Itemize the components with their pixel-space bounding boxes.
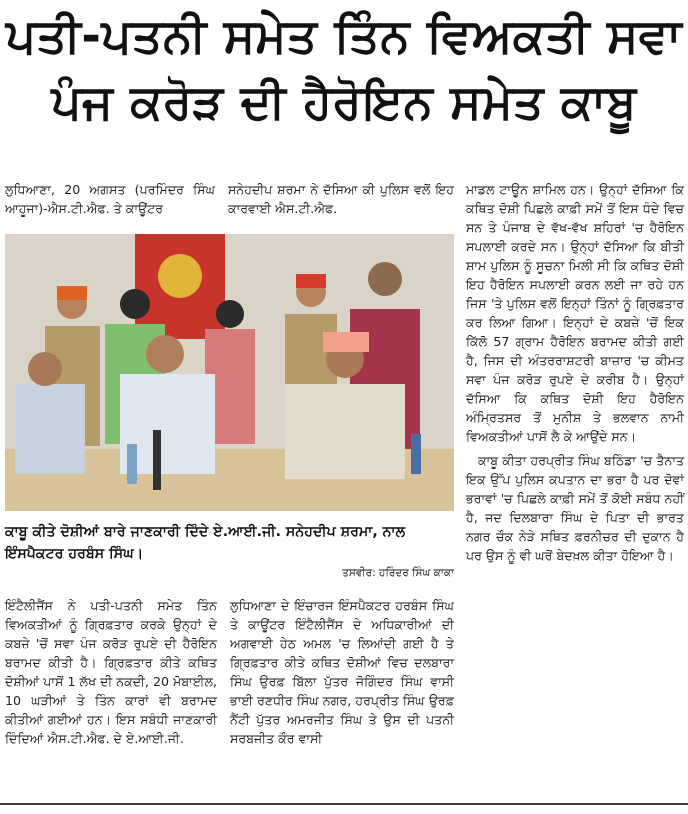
photo-caption: ਕਾਬੂ ਕੀਤੇ ਦੋਸ਼ੀਆਂ ਬਾਰੇ ਜਾਣਕਾਰੀ ਦਿੰਦੇ ਏ.ਆਈ.ਜੀ. ਸਨੇਹਦੀਪ ਸ਼ਰਮਾ, ਨਾਲ ਇੰਸਪੈਕਟਰ ਹਰਬੰਸ ਸਿੰਘ।: [5, 524, 406, 562]
column-1-intro-text: ਲੁਧਿਆਣਾ, 20 ਅਗਸਤ (ਪਰਮਿੰਦਰ ਸਿੰਘ ਆਹੂਜਾ)-ਐਸ.ਟੀ.ਐਫ. ਤੇ ਕਾਊਂਟਰ: [5, 182, 215, 216]
press-conference-photo: [5, 234, 454, 511]
police-emblem: [158, 254, 202, 298]
column-3: [466, 180, 684, 565]
column-1-body-text: ਇੰਟੈਲੀਜੈਂਸ ਨੇ ਪਤੀ-ਪਤਨੀ ਸਮੇਤ ਤਿੰਨ ਵਿਅਕਤੀਆਂ ਨੂੰ ਗ੍ਰਿਫ਼ਤਾਰ ਕਰਕੇ ਉਨ੍ਹਾਂ ਦੇ ਕਬਜ਼ੇ 'ਚੋਂ ਸਵਾ ਪੰਜ ਕਰੋੜ ਰੁਪਏ ਦੀ ਹੈਰੋਇਨ ਬਰਾਮਦ ਕੀਤੀ ਹੈ। ਗ੍ਰਿਫ਼ਤਾਰ ਕੀਤੇ ਕਥਿਤ ਦੋਸ਼ੀਆਂ ਪਾਸੋਂ 1 ਲੱਖ ਦੀ ਨਕਦੀ, 20 ਮੋਬਾਈਲ, 10 ਘੜੀਆਂ ਤੇ ਤਿੰਨ ਕਾਰਾਂ ਵੀ ਬਰਾਮਦ ਕੀਤੀਆਂ ਗਈਆਂ ਹਨ। ਇਸ ਸਬੰਧੀ ਜਾਣਕਾਰੀ ਦਿੰਦਿਆਂ ਐਸ.ਟੀ.ਐਫ. ਦੇ ਏ.ਆਈ.ਜੀ.: [5, 598, 217, 746]
column-1-intro: [5, 180, 215, 218]
headline-line-2: ਪੰਜ ਕਰੋੜ ਦੀ ਹੈਰੋਇਨ ਸਮੇਤ ਕਾਬੂ: [51, 75, 637, 130]
column-2-intro-text: ਸਨੇਹਦੀਪ ਸ਼ਰਮਾ ਨੇ ਦੱਸਿਆ ਕੀ ਪੁਲਿਸ ਵਲੋਂ ਇਹ ਕਾਰਵਾਈ ਐਸ.ਟੀ.ਐਫ.: [228, 182, 454, 216]
column-2-body: [230, 596, 454, 748]
headline: [0, 4, 688, 136]
photo-credit: ਤਸਵੀਰ: ਹਰਿੰਦਰ ਸਿੰਘ ਕਾਕਾ: [342, 567, 454, 579]
headline-line-1: ਪਤੀ-ਪਤਨੀ ਸਮੇਤ ਤਿੰਨ ਵਿਅਕਤੀ ਸਵਾ: [5, 9, 683, 64]
column-2-body-text: ਲੁਧਿਆਣਾ ਦੇ ਇੰਚਾਰਜ ਇੰਸਪੈਕਟਰ ਹਰਬੰਸ ਸਿੰਘ ਤੇ ਕਾਊਂਟਰ ਇੰਟੈਲੀਜੈਂਸ ਦੇ ਅਧਿਕਾਰੀਆਂ ਦੀ ਅਗਵਾਈ ਹੇਠ ਅਮਲ 'ਚ ਲਿਆਂਦੀ ਗਈ ਹੈ ਤੇ ਗ੍ਰਿਫ਼ਤਾਰ ਕੀਤੇ ਕਥਿਤ ਦੋਸ਼ੀਆਂ ਵਿਚ ਦਲਬਾਰਾ ਸਿੰਘ ਉਰਫ਼ ਬਿੱਲਾ ਪੁੱਤਰ ਜੋਗਿੰਦਰ ਸਿੰਘ ਵਾਸੀ ਭਾਈ ਰਣਧੀਰ ਸਿੰਘ ਨਗਰ, ਹਰਪ੍ਰੀਤ ਸਿੰਘ ਉਰਫ਼ ਨੈਂਟੀ ਪੁੱਤਰ ਅਮਰਜੀਤ ਸਿੰਘ ਤੇ ਉਸ ਦੀ ਪਤਨੀ ਸਰਬਜੀਤ ਕੌਰ ਵਾਸੀ: [230, 598, 454, 746]
photo-illustration: [5, 234, 454, 511]
bottom-rule: [0, 803, 688, 805]
column-1-body: [5, 596, 217, 748]
column-2-intro: [228, 180, 454, 218]
column-3-paragraph-1: ਮਾਡਲ ਟਾਊਨ ਸ਼ਾਮਿਲ ਹਨ। ਉਨ੍ਹਾਂ ਦੱਸਿਆ ਕਿ ਕਥਿਤ ਦੋਸ਼ੀ ਪਿਛਲੇ ਕਾਫ਼ੀ ਸਮੇਂ ਤੋਂ ਇਸ ਧੰਦੇ ਵਿਚ ਸਨ ਤੇ ਪੰਜਾਬ ਦੇ ਵੱਖ-ਵੱਖ ਸ਼ਹਿਰਾਂ 'ਚ ਹੈਰੋਇਨ ਸਪਲਾਈ ਕਰਦੇ ਸਨ। ਉਨ੍ਹਾਂ ਦੱਸਿਆ ਕਿ ਬੀਤੀ ਸ਼ਾਮ ਪੁਲਿਸ ਨੂੰ ਸੂਚਨਾ ਮਿਲੀ ਸੀ ਕਿ ਕਥਿਤ ਦੋਸ਼ੀ ਇਹ ਹੈਰੋਇਨ ਸਪਲਾਈ ਕਰਨ ਲਈ ਜਾ ਰਹੇ ਹਨ ਜਿਸ 'ਤੇ ਪੁਲਿਸ ਵਲੋਂ ਇਨ੍ਹਾਂ ਤਿੰਨਾਂ ਨੂੰ ਗ੍ਰਿਫ਼ਤਾਰ ਕਰ ਲਿਆ ਗਿਆ। ਇਨ੍ਹਾਂ ਦੇ ਕਬਜ਼ੇ 'ਚੋਂ ਇਕ ਕਿੱਲੋ 57 ਗ੍ਰਾਮ ਹੈਰੋਇਨ ਬਰਾਮਦ ਕੀਤੀ ਗਈ ਹੈ, ਜਿਸ ਦੀ ਅੰਤਰਰਾਸ਼ਟਰੀ ਬਾਜ਼ਾਰ 'ਚ ਕੀਮਤ ਸਵਾ ਪੰਜ ਕਰੋੜ ਰੁਪਏ ਦੇ ਕਰੀਬ ਹੈ। ਉਨ੍ਹਾਂ ਦੱਸਿਆ ਕਿ ਕਥਿਤ ਦੋਸ਼ੀ ਇਹ ਹੈਰੋਇਨ ਅੰਮ੍ਰਿਤਸਰ ਤੋਂ ਮੁਨੀਸ਼ ਤੇ ਭਲਵਾਨ ਨਾਮੀ ਵਿਅਕਤੀਆਂ ਪਾਸੋਂ ਲੈ ਕੇ ਆਉਂਦੇ ਸਨ।: [466, 182, 684, 444]
column-3-paragraph-2: ਕਾਬੂ ਕੀਤਾ ਹਰਪ੍ਰੀਤ ਸਿੰਘ ਬਠਿੰਡਾ 'ਚ ਤੈਨਾਤ ਇਕ ਉੱਪ ਪੁਲਿਸ ਕਪਤਾਨ ਦਾ ਭਰਾ ਹੈ ਪਰ ਦੋਵਾਂ ਭਰਾਵਾਂ 'ਚ ਪਿਛਲੇ ਕਾਫ਼ੀ ਸਮੇਂ ਤੋਂ ਕੋਈ ਸਬੰਧ ਨਹੀਂ ਹੈ, ਜਦ ਦਿਲਬਾਰਾ ਸਿੰਘ ਦੇ ਪਿਤਾ ਦੀ ਭਾਰਤ ਨਗਰ ਚੌਕ ਨੇੜੇ ਸਥਿਤ ਫ਼ਰਨੀਚਰ ਦੀ ਦੁਕਾਨ ਹੈ ਪਰ ਉਸ ਨੂੰ ਵੀ ਘਰੋਂ ਬੇਦਖ਼ਲ ਕੀਤਾ ਹੋਇਆ ਹੈ।: [466, 453, 684, 563]
